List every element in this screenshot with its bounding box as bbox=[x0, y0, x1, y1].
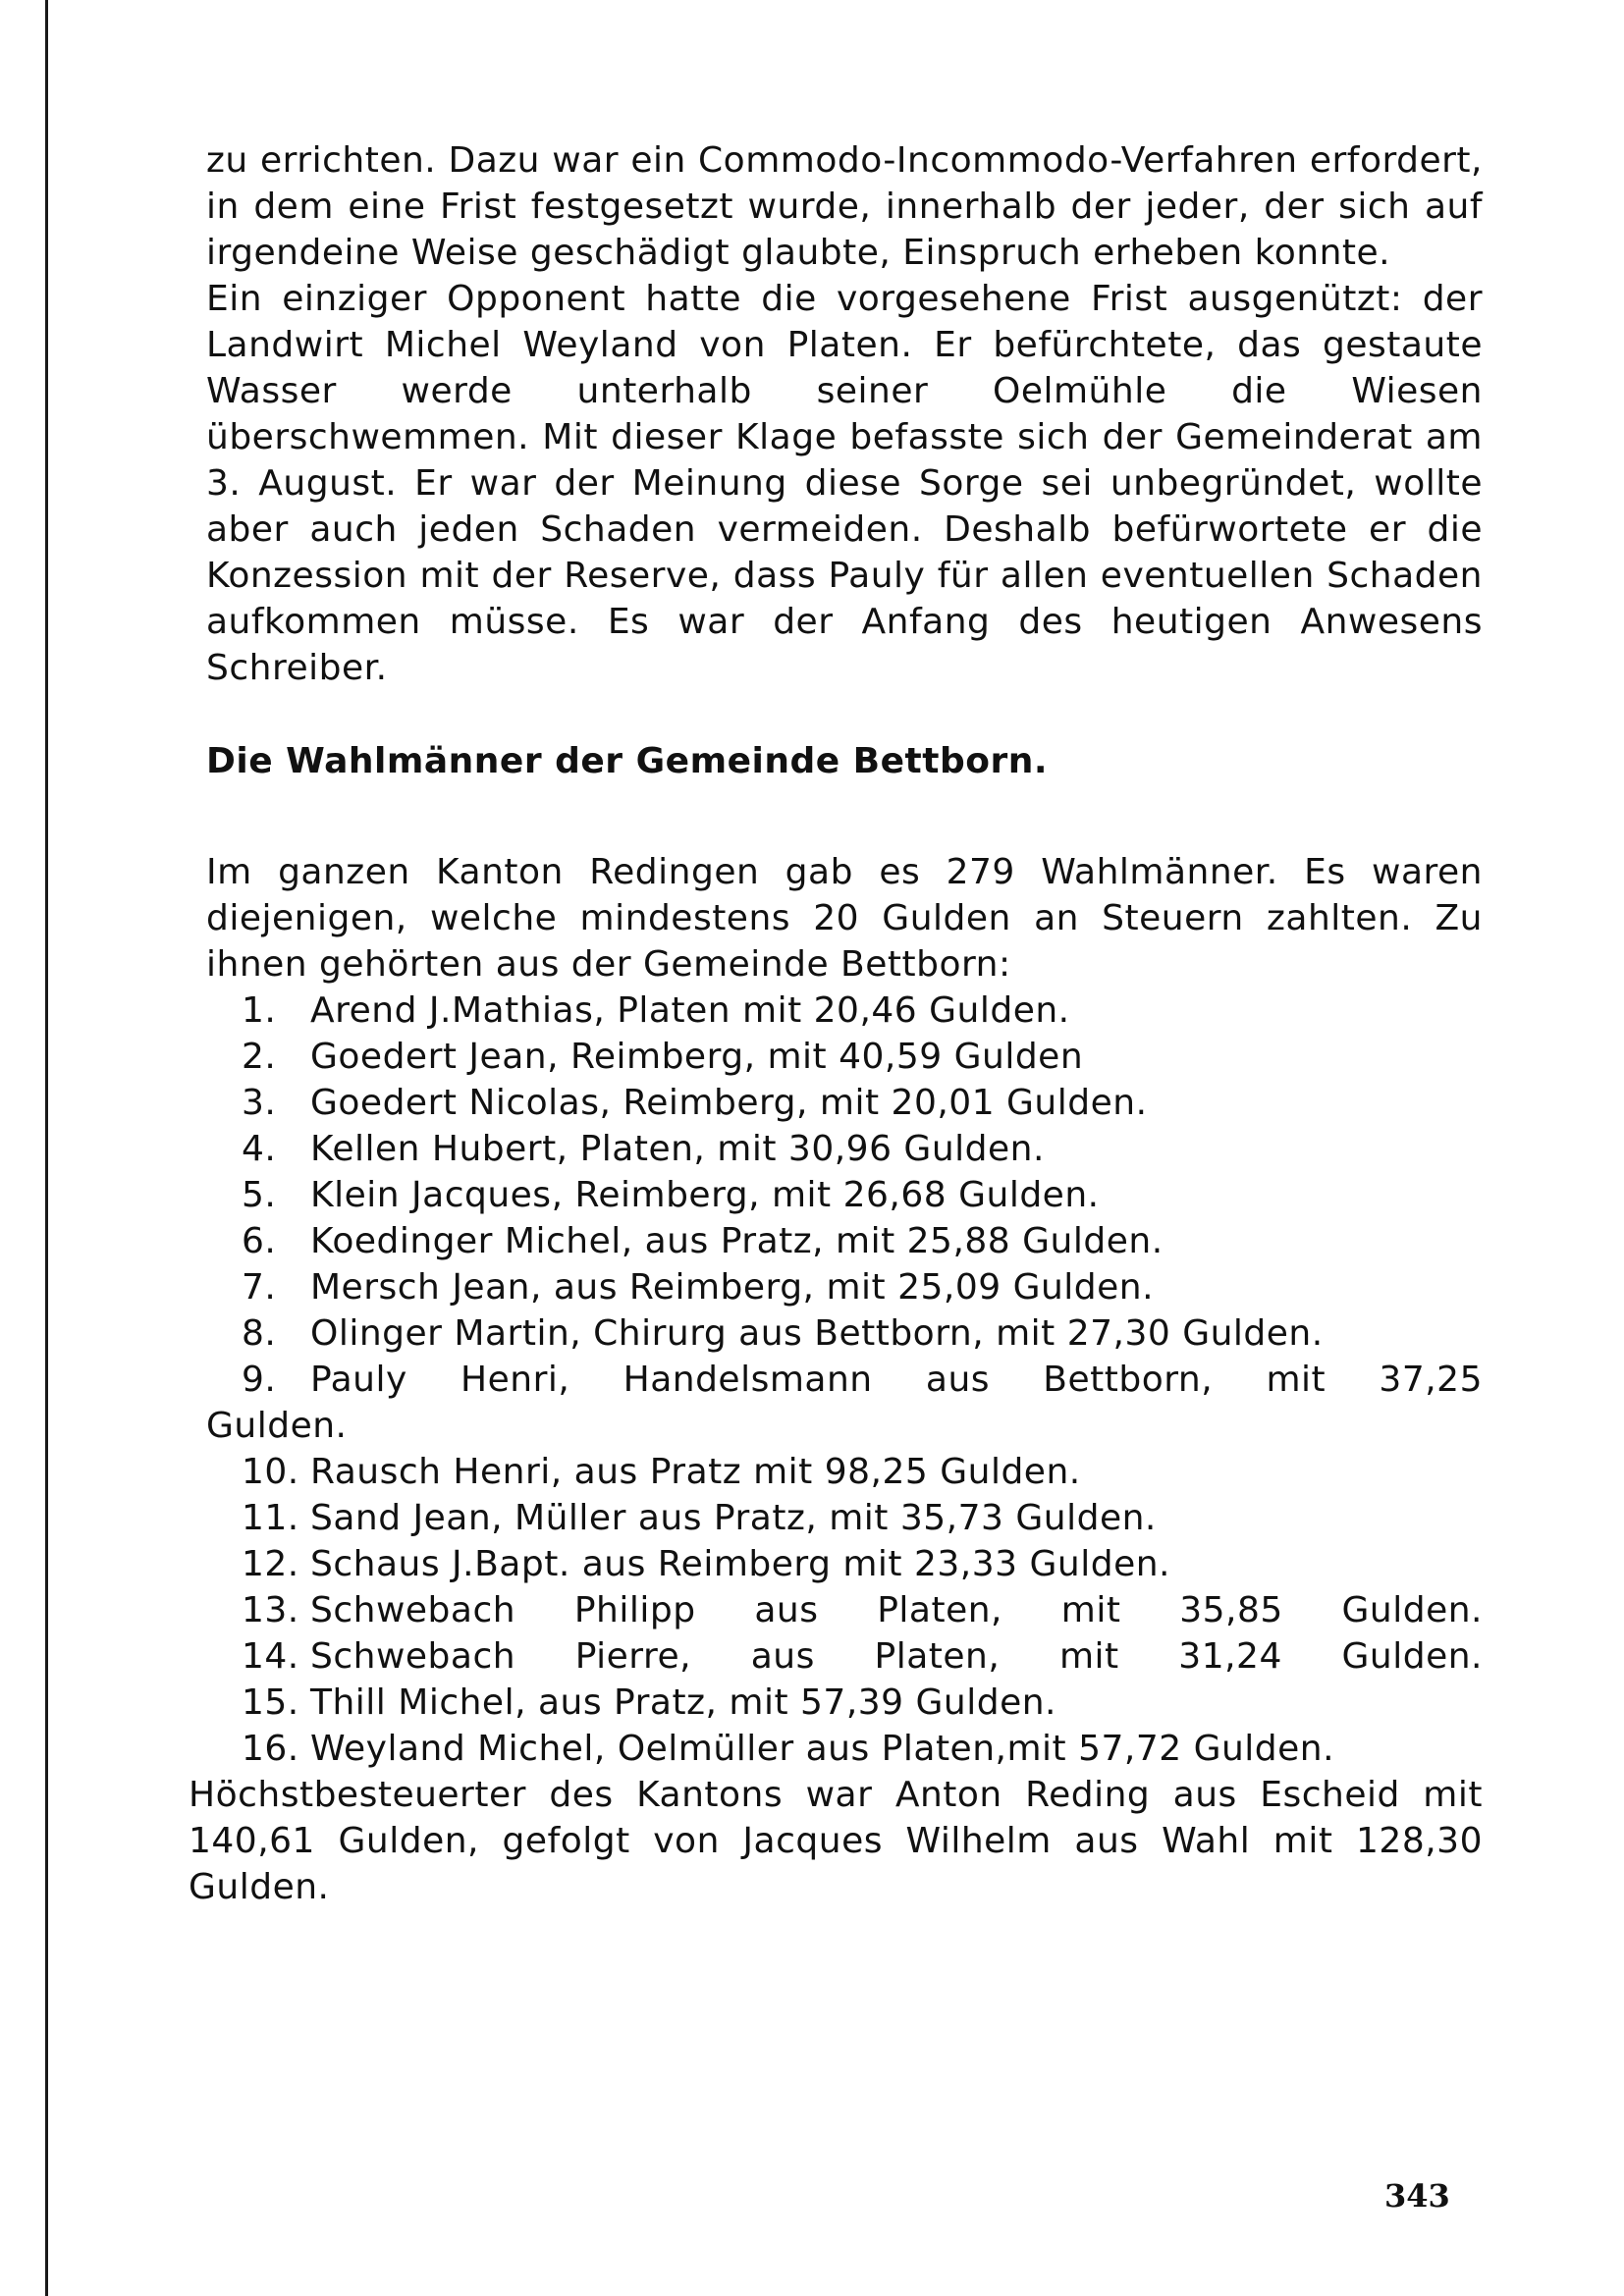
page-body bbox=[189, 137, 1483, 1910]
list-item-text-line: Schwebach Philipp aus Platen, mit 35,85 Gulden. bbox=[310, 1590, 1483, 1630]
closing-paragraph: Höchstbesteuerter des Kantons war Anton Reding aus Escheid mit 140,61 Gulden, gefolgt von Jacques Wilhelm aus Wahl mit 128,30 Gulden. bbox=[189, 1775, 1483, 1907]
list-item-text: Goedert Nicolas, Reimberg, mit 20,01 Gulden. bbox=[310, 1083, 1148, 1123]
list-item-number: 14. bbox=[242, 1636, 299, 1677]
list-item-number: 12. bbox=[242, 1544, 299, 1584]
list-item bbox=[242, 988, 1483, 1034]
list-item-text bbox=[310, 1633, 1483, 1680]
list-item-text: Rausch Henri, aus Pratz mit 98,25 Gulden. bbox=[310, 1452, 1081, 1492]
list-item bbox=[242, 1357, 1483, 1403]
list-item bbox=[242, 1034, 1483, 1080]
list-item bbox=[242, 1633, 1483, 1680]
list-item-text: Mersch Jean, aus Reimberg, mit 25,09 Gulden. bbox=[310, 1267, 1155, 1308]
list-item-number: 1. bbox=[242, 990, 277, 1031]
list-item-text: Koedinger Michel, aus Pratz, mit 25,88 Gulden. bbox=[310, 1221, 1164, 1261]
section-heading: Die Wahlmänner der Gemeinde Bettborn. bbox=[206, 741, 1049, 781]
list-item-number: 11. bbox=[242, 1498, 299, 1538]
list-item bbox=[242, 1310, 1483, 1357]
list-item-number: 2. bbox=[242, 1037, 277, 1077]
list-item bbox=[242, 1080, 1483, 1126]
list-item-text bbox=[310, 1357, 1483, 1403]
list-item-number: 8. bbox=[242, 1313, 277, 1354]
list-item-text: Sand Jean, Müller aus Pratz, mit 35,73 Gulden. bbox=[310, 1498, 1157, 1538]
list-item bbox=[242, 1172, 1483, 1218]
list-item-text: Klein Jacques, Reimberg, mit 26,68 Gulden. bbox=[310, 1175, 1100, 1215]
list-item bbox=[242, 1126, 1483, 1172]
list-item-text bbox=[310, 1587, 1483, 1633]
list-item bbox=[242, 1218, 1483, 1264]
list-item-text: Schaus J.Bapt. aus Reimberg mit 23,33 Gulden. bbox=[310, 1544, 1170, 1584]
list-item-text: Arend J.Mathias, Platen mit 20,46 Gulden. bbox=[310, 990, 1070, 1031]
list-item-number: 13. bbox=[242, 1590, 299, 1630]
list-item bbox=[242, 1449, 1483, 1495]
list-item-number: 4. bbox=[242, 1129, 277, 1169]
list-item-text-line: Schwebach Pierre, aus Platen, mit 31,24 Gulden. bbox=[310, 1636, 1483, 1677]
list-item-text: Weyland Michel, Oelmüller aus Platen,mit 57,72 Gulden. bbox=[310, 1729, 1335, 1769]
list-item bbox=[242, 1264, 1483, 1310]
list-item-number: 6. bbox=[242, 1221, 277, 1261]
list-item-number: 9. bbox=[242, 1360, 277, 1400]
list-item-text-line: Pauly Henri, Handelsmann aus Bettborn, mit 37,25 bbox=[310, 1360, 1483, 1400]
page-number: 343 bbox=[1384, 2177, 1450, 2215]
elector-list bbox=[206, 988, 1483, 1772]
list-item bbox=[242, 1587, 1483, 1633]
list-item-text: Kellen Hubert, Platen, mit 30,96 Gulden. bbox=[310, 1129, 1045, 1169]
list-item-continuation-text: Gulden. bbox=[206, 1406, 348, 1446]
list-item-number: 15. bbox=[242, 1682, 299, 1723]
list-item-continuation bbox=[206, 1403, 1483, 1449]
list-item-text: Olinger Martin, Chirurg aus Bettborn, mit 27,30 Gulden. bbox=[310, 1313, 1324, 1354]
list-item bbox=[242, 1680, 1483, 1726]
list-item-number: 7. bbox=[242, 1267, 277, 1308]
list-item-text: Thill Michel, aus Pratz, mit 57,39 Gulden. bbox=[310, 1682, 1056, 1723]
list-item-text: Goedert Jean, Reimberg, mit 40,59 Gulden bbox=[310, 1037, 1084, 1077]
list-item-number: 16. bbox=[242, 1729, 299, 1769]
paragraph-2: Ein einziger Opponent hatte die vorgesehene Frist ausgenützt: der Landwirt Michel Weyland von Platen. Er befürchtete, das gestaute Wasser werde unterhalb seiner Oelmühle die Wiesen überschwemmen. Mit dieser Klage befasste sich der Gemeinderat am 3. August. Er war der Meinung diese Sorge sei unbegründet, wollte aber auch jeden Schaden vermeiden. Deshalb befürwortete er die Konzession mit der Reserve, dass Pauly für allen eventuellen Schaden aufkommen müsse. Es war der Anfang des heutigen Anwesens Schreiber. bbox=[206, 279, 1483, 688]
list-item bbox=[242, 1726, 1483, 1772]
list-item bbox=[242, 1495, 1483, 1541]
list-item-number: 10. bbox=[242, 1452, 299, 1492]
left-border-line bbox=[45, 0, 48, 2296]
list-item bbox=[242, 1541, 1483, 1587]
list-item-number: 5. bbox=[242, 1175, 277, 1215]
paragraph-3: Im ganzen Kanton Redingen gab es 279 Wahlmänner. Es waren diejenigen, welche mindestens 20 Gulden an Steuern zahlten. Zu ihnen gehörten aus der Gemeinde Bettborn: bbox=[206, 852, 1483, 985]
list-item-number: 3. bbox=[242, 1083, 277, 1123]
paragraph-1: zu errichten. Dazu war ein Commodo-Incommodo-Verfahren erfordert, in dem eine Frist festgesetzt wurde, innerhalb der jeder, der sich auf irgendeine Weise geschädigt glaubte, Einspruch erheben konnte. bbox=[206, 140, 1483, 273]
